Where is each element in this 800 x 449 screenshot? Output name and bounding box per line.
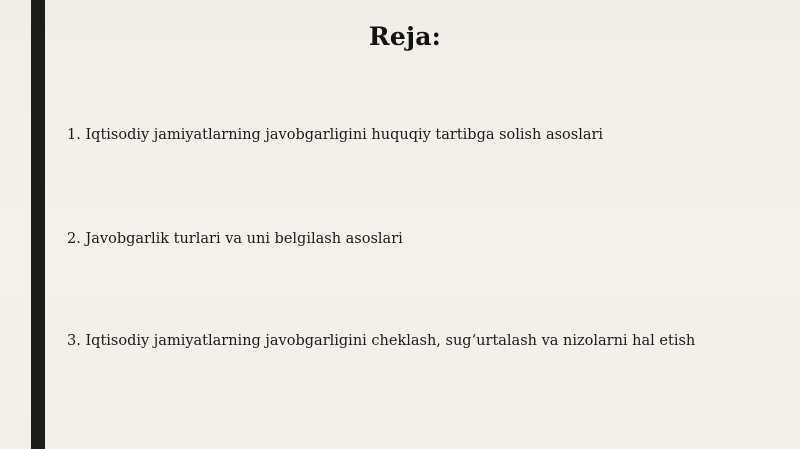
plan-item-3: 3. Iqtisodiy jamiyatlarning javobgarligini cheklash, sug‘urtalash va nizolarni hal etish: [67, 333, 696, 349]
plan-item-2: 2. Javobgarlik turlari va uni belgilash asoslari: [67, 231, 403, 247]
slide-title: Reja:: [368, 22, 442, 51]
plan-item-1: 1. Iqtisodiy jamiyatlarning javobgarligini huquqiy tartibga solish asoslari: [67, 127, 604, 143]
accent-bar: [31, 0, 45, 449]
